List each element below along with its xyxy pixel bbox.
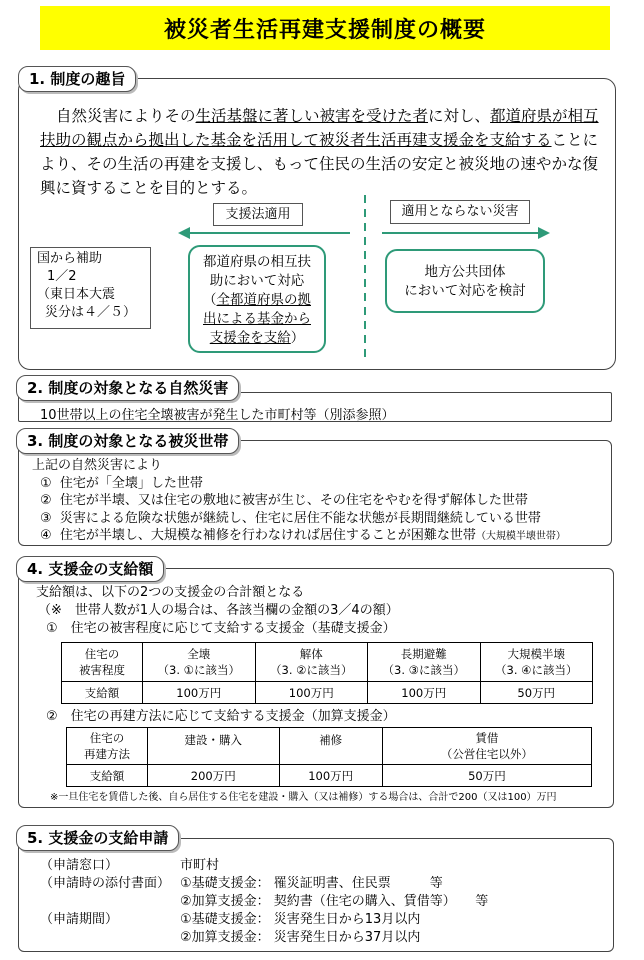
table-header: 支給額 bbox=[62, 682, 143, 704]
pref-box-open: （ bbox=[203, 292, 217, 308]
section-1-heading: 1. 制度の趣旨 bbox=[18, 66, 136, 92]
table-cell: 100万円 bbox=[255, 682, 368, 704]
item-number: ③ bbox=[40, 510, 52, 526]
table-cell: 100万円 bbox=[368, 682, 481, 704]
table-cell bbox=[143, 643, 256, 682]
not-applies-label bbox=[390, 200, 530, 224]
section-4-note: （※ 世帯人数が1人の場合は、各該当欄の金額の3／4の額） bbox=[38, 603, 399, 618]
col-name: 大規模半壊 bbox=[507, 647, 565, 661]
section-4-footnote: ※一旦住宅を賃借した後、自ら居住する住宅を建設・購入（又は補修）する場合は、合計で200（又は100）万円 bbox=[50, 792, 557, 803]
table-cell bbox=[148, 728, 280, 765]
table-cell bbox=[255, 643, 368, 682]
item-note: （大規模半壊世帯） bbox=[475, 531, 566, 542]
prefecture-mutual-aid-box bbox=[188, 245, 326, 353]
item-text: 災害による危険な状態が継続し、住宅に居住不能な状態が長期間継続している世帯 bbox=[59, 510, 541, 526]
list-item bbox=[40, 857, 600, 875]
intro-text: 自然災害によりその bbox=[56, 107, 196, 125]
additional-support-label: ② 住宅の再建方法に応じて支給する支援金（加算支援金） bbox=[46, 709, 396, 724]
table-cell bbox=[279, 728, 382, 765]
row-value: ②加算支援金： 契約書（住宅の購入、賃借等） 等 bbox=[180, 894, 489, 909]
table-header bbox=[62, 643, 143, 682]
row-label: （申請時の添付書面） bbox=[40, 876, 171, 891]
list-item bbox=[40, 911, 600, 929]
pref-box-close: ） bbox=[290, 330, 305, 346]
section-5-rows bbox=[40, 857, 600, 947]
section-2-text: 10世帯以上の住宅全壊被害が発生した市町村等（別添参照） bbox=[40, 408, 395, 423]
col-name: 建設・購入 bbox=[184, 733, 243, 747]
row-label bbox=[40, 929, 180, 947]
item-number: ① bbox=[40, 475, 52, 491]
row-value: ①基礎支援金： 災害発生日から13月以内 bbox=[180, 912, 421, 927]
local-box-line: において対応を検討 bbox=[404, 283, 526, 299]
list-item bbox=[32, 527, 608, 545]
section-3-heading: 3. 制度の対象となる被災世帯 bbox=[16, 428, 239, 454]
header-line: 住宅の bbox=[89, 731, 125, 745]
table-cell bbox=[382, 728, 591, 765]
table-cell: 200万円 bbox=[148, 765, 280, 787]
col-name: 長期避難 bbox=[400, 647, 447, 661]
applies-label-text: 支援法適用 bbox=[225, 207, 291, 222]
table-cell bbox=[480, 643, 593, 682]
col-name: 補修 bbox=[319, 733, 343, 747]
intro-text: ことにより、その生活の再建を支援し、もって住民の生活の安定と被災地の速やかな復興に資することを目的とする。 bbox=[40, 131, 599, 197]
col-sub: （公営住宅以外） bbox=[440, 747, 533, 761]
row-label bbox=[40, 893, 180, 911]
pref-box-underlined: 全都道府県の拠出による基金から支援金を支給 bbox=[203, 292, 311, 346]
applies-label bbox=[213, 203, 303, 226]
list-item bbox=[32, 492, 608, 510]
row-value: 市町村 bbox=[180, 858, 220, 873]
table-cell: 50万円 bbox=[382, 765, 591, 787]
list-item bbox=[32, 475, 608, 493]
col-name: 全壊 bbox=[187, 647, 211, 661]
list-item bbox=[40, 929, 600, 947]
table-cell bbox=[368, 643, 481, 682]
pref-box-plain: 都道府県の相互扶助において対応 bbox=[203, 254, 311, 289]
table-cell: 100万円 bbox=[279, 765, 382, 787]
section-4-heading: 4. 支援金の支給額 bbox=[16, 556, 164, 582]
section-3-lead: 上記の自然災害により bbox=[32, 458, 163, 473]
item-number: ② bbox=[40, 493, 52, 508]
section-4-lead: 支給額は、以下の2つの支援金の合計額となる bbox=[36, 585, 305, 600]
col-sub: （3. ②に該当） bbox=[270, 663, 353, 677]
row-value: ①基礎支援金： 罹災証明書、住民票 等 bbox=[180, 876, 443, 891]
subsidy-line: 国から補助 bbox=[37, 251, 103, 266]
national-subsidy-box bbox=[30, 247, 151, 329]
subsidy-line: 1／2 bbox=[47, 269, 77, 284]
local-box-line: 地方公共団体 bbox=[424, 264, 506, 280]
table-cell: 50万円 bbox=[480, 682, 593, 704]
basic-support-label: ① 住宅の被害程度に応じて支給する支援金（基礎支援金） bbox=[46, 621, 396, 636]
row-label: （申請窓口） bbox=[40, 858, 119, 873]
section-3-list bbox=[32, 457, 608, 545]
table-header: 支給額 bbox=[67, 765, 148, 787]
item-text: 住宅が半壊し、大規模な補修を行わなければ居住することが困難な世帯 bbox=[59, 528, 476, 543]
header-line: 被害程度 bbox=[79, 663, 125, 677]
list-item bbox=[32, 510, 608, 528]
local-government-box bbox=[385, 249, 545, 313]
table-header bbox=[67, 728, 148, 765]
intro-underlined-text: 生活基盤に著しい被害を受けた者 bbox=[195, 107, 429, 125]
col-sub: （3. ③に該当） bbox=[382, 663, 465, 677]
table-cell: 100万円 bbox=[143, 682, 256, 704]
header-line: 住宅の bbox=[84, 647, 120, 661]
header-line: 再建方法 bbox=[84, 747, 130, 761]
col-sub: （3. ①に該当） bbox=[157, 663, 240, 677]
page-title bbox=[40, 6, 610, 50]
section-5-heading: 5. 支援金の支給申請 bbox=[16, 825, 179, 851]
not-applies-label-text: 適用とならない災害 bbox=[401, 204, 519, 219]
list-item bbox=[40, 875, 600, 893]
additional-support-table bbox=[66, 727, 592, 787]
intro-underlined-text: 都道府県が相互扶助の観点から拠出した基金を活用して被災者生活再建支援金を支給する bbox=[40, 107, 599, 149]
item-text: 住宅が「全壊」した世帯 bbox=[59, 475, 203, 491]
page-title-text: 被災者生活再建支援制度の概要 bbox=[163, 17, 486, 43]
section-2-heading: 2. 制度の対象となる自然災害 bbox=[16, 375, 239, 401]
list-item bbox=[40, 893, 600, 911]
row-value: ②加算支援金： 災害発生日から37月以内 bbox=[180, 930, 421, 945]
item-number: ④ bbox=[40, 528, 52, 543]
col-sub: （3. ④に該当） bbox=[495, 663, 578, 677]
item-text: 住宅が半壊、又は住宅の敷地に被害が生じ、その住宅をやむを得ず解体した世帯 bbox=[59, 493, 528, 508]
col-name: 解体 bbox=[299, 647, 323, 661]
row-label: （申請期間） bbox=[40, 912, 119, 927]
intro-text: に対し、 bbox=[428, 107, 491, 125]
col-name: 賃借 bbox=[475, 731, 499, 745]
subsidy-line: 災分は４／５） bbox=[45, 305, 137, 320]
section-1-intro bbox=[40, 104, 600, 200]
subsidy-line: （東日本大震 bbox=[37, 287, 116, 302]
basic-support-table bbox=[61, 642, 593, 704]
